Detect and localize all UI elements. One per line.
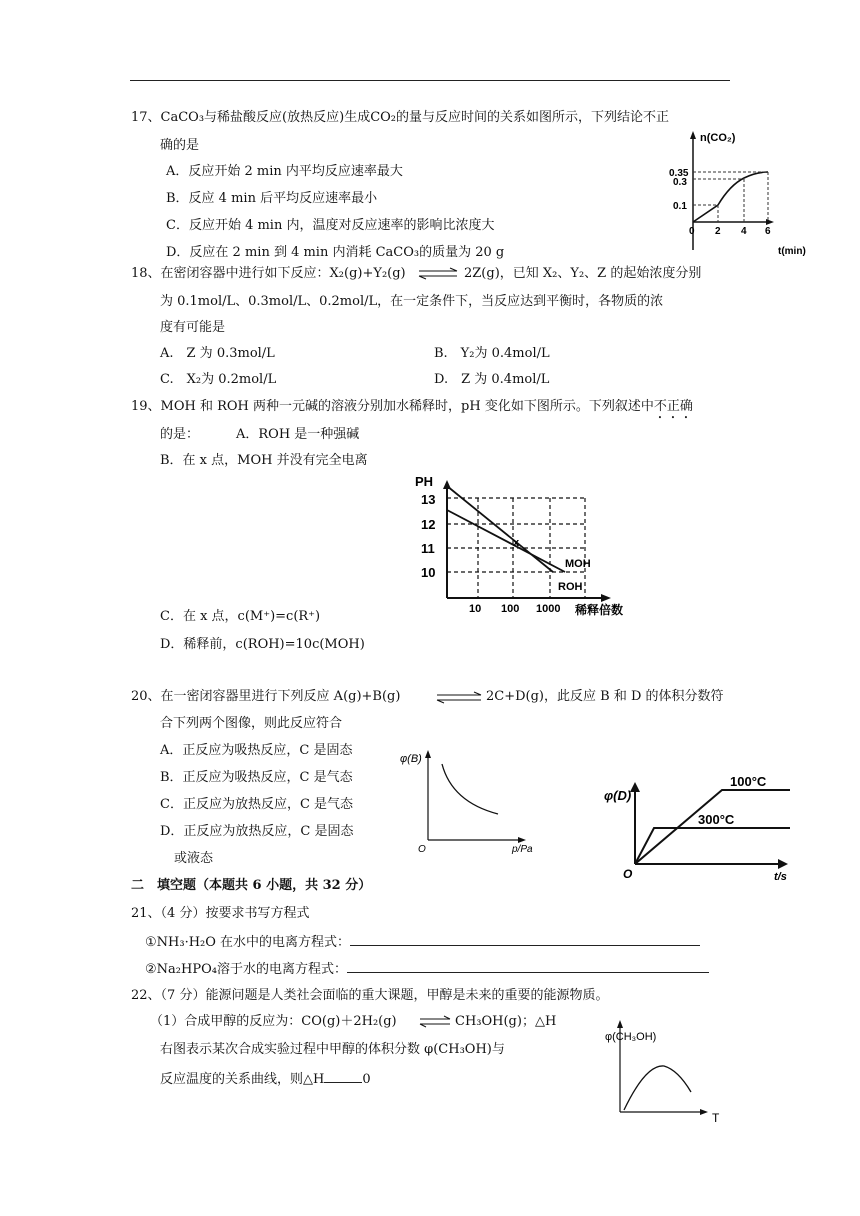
q21-item2 <box>145 960 709 978</box>
q19-graph-ytick-12: 12 <box>421 517 436 532</box>
q20-equilibrium-arrow <box>435 692 485 704</box>
header-rule <box>130 80 730 81</box>
q19-graph-xlabel: 稀释倍数 <box>575 603 624 617</box>
q21-item1-text: ①NH₃·H₂O 在水中的电离方程式： <box>145 935 351 950</box>
q22-graph <box>598 1016 733 1128</box>
q21-answer-blank-2[interactable] <box>347 960 709 973</box>
q19-graph-xtick-10: 10 <box>469 603 482 615</box>
q17-graph-ytick-03: 0.3 <box>673 177 687 188</box>
q22-line3 <box>160 1070 371 1088</box>
q18-line2: 为 0.1mol/L、0.3mol/L、0.2mol/L，在一定条件下，当反应达到平衡时，各物质的浓 <box>160 294 664 309</box>
q19-graph-ytick-10: 10 <box>421 565 436 580</box>
q19-graph-point-x: x <box>513 537 520 549</box>
q18-option-b: B. Y₂为 0.4mol/L <box>434 346 550 361</box>
q17-graph-xtick-2: 2 <box>715 226 721 237</box>
q20-graph-d-ylabel: φ(D) <box>604 788 632 803</box>
q19-option-b: B．在 x 点，MOH 并没有完全电离 <box>160 453 368 468</box>
q18-line3: 度有可能是 <box>160 320 226 335</box>
q20-option-b: B．正反应为吸热反应，C 是气态 <box>160 770 353 785</box>
q17-option-a: A．反应开始 2 min 内平均反应速率最大 <box>166 164 403 179</box>
q20-option-d-cont: 或液态 <box>174 851 214 866</box>
q22-line3-tail: 0 <box>362 1072 371 1087</box>
q20-graph-d-origin: O <box>623 867 633 881</box>
q20-option-a: A．正反应为吸热反应，C 是固态 <box>160 743 353 758</box>
q17-option-c: C．反应开始 4 min 内，温度对反应速率的影响比浓度大 <box>166 218 495 233</box>
q18-option-a: A. Z 为 0.3mol/L <box>160 346 275 361</box>
q19-graph-xtick-100: 100 <box>501 603 520 615</box>
q20-graph-b-origin: O <box>418 844 426 855</box>
q19-graph-ytick-11: 11 <box>421 541 435 556</box>
q20-graph-d-xlabel: t/s <box>774 871 787 883</box>
q21-item1 <box>145 933 700 951</box>
q22-graph-ylabel: φ(CH₃OH) <box>605 1031 657 1043</box>
q17-graph-xtick-6: 6 <box>765 226 771 237</box>
q22-line1-part2: CH₃OH(g)；△H <box>455 1014 557 1029</box>
q22-title: 22、（7 分）能源问题是人类社会面临的重大课题，甲醇是未来的重要的能源物质。 <box>131 988 609 1003</box>
q19-graph-ylabel: PH <box>415 474 434 489</box>
q17-graph-xtick-4: 4 <box>741 226 747 237</box>
q20-line2: 合下列两个图像，则此反应符合 <box>160 716 343 731</box>
q20-graph-b-xlabel: p/Pa <box>512 844 533 855</box>
q19-line2-lead: 的是： <box>160 427 200 442</box>
q19-graph-xtick-1000: 1000 <box>536 603 561 615</box>
q19-line1 <box>131 399 693 422</box>
q17-graph-ytick-035: 0.35 <box>669 168 689 179</box>
q18-equilibrium-arrow <box>417 268 461 280</box>
q22-line3-text: 反应温度的关系曲线，则△H <box>160 1072 325 1087</box>
q19-line1-text: 19、MOH 和 ROH 两种一元碱的溶液分别加水稀释时，pH 变化如下图所示。下列叙述中 <box>131 399 654 414</box>
q18-line1-part2: 2Z(g)，已知 X₂、Y₂、Z 的起始浓度分别 <box>464 266 702 281</box>
q20-graph-b-ylabel: φ(B) <box>400 753 422 765</box>
q22-answer-blank[interactable] <box>324 1070 362 1083</box>
q19-emphasis-not-correct: 不正确 <box>653 399 693 414</box>
q20-option-c: C．正反应为放热反应，C 是气态 <box>160 797 354 812</box>
q19-graph-roh-label: ROH <box>558 581 583 593</box>
q22-equilibrium-arrow <box>418 1016 454 1028</box>
q20-graph-d-label-300c: 300°C <box>698 812 735 827</box>
q22-line1-part1: （1）合成甲醇的反应为：CO(g)＋2H₂(g) <box>150 1014 397 1029</box>
q19-option-d: D．稀释前，c(ROH)=10c(MOH) <box>160 637 365 652</box>
q21-title: 21、（4 分）按要求书写方程式 <box>131 906 310 921</box>
q20-line1-part1: 20、在一密闭容器里进行下列反应 A(g)+B(g) <box>131 689 401 704</box>
q18-option-d: D. Z 为 0.4mol/L <box>434 372 550 387</box>
q20-graph-d <box>602 776 812 886</box>
q17-graph-ytick-01: 0.1 <box>673 201 687 212</box>
q22-line2: 右图表示某次合成实验过程中甲醇的体积分数 φ(CH₃OH)与 <box>160 1042 505 1057</box>
section2-title: 二 填空题（本题共 6 小题，共 32 分） <box>131 878 372 893</box>
q17-graph-xlabel: t(min) <box>778 246 806 257</box>
q18-option-c: C. X₂为 0.2mol/L <box>160 372 277 387</box>
q19-graph-ytick-13: 13 <box>421 492 436 507</box>
q19-option-a: A．ROH 是一种强碱 <box>236 427 360 442</box>
q17-option-d: D．反应在 2 min 到 4 min 内消耗 CaCO₃的质量为 20 g <box>166 245 505 260</box>
q19-option-c: C．在 x 点，c(M⁺)=c(R⁺) <box>160 609 321 624</box>
q17-line2: 确的是 <box>160 138 200 153</box>
q22-graph-xlabel: T <box>712 1111 720 1125</box>
q17-line1: 17、CaCO₃与稀盐酸反应(放热反应)生成CO₂的量与反应时间的关系如图所示，下列结论不正 <box>131 110 670 125</box>
q21-item2-text: ②Na₂HPO₄溶于水的电离方程式： <box>145 962 347 977</box>
q19-graph-moh-label: MOH <box>565 558 591 570</box>
q18-line1-part1: 18、在密闭容器中进行如下反应：X₂(g)+Y₂(g) <box>131 266 406 281</box>
q17-graph-ylabel: n(CO₂) <box>700 132 736 144</box>
q20-graph-d-label-100c: 100°C <box>730 774 767 789</box>
q20-line1-part2: 2C+D(g)，此反应 B 和 D 的体积分数符 <box>486 689 724 704</box>
q19-graph <box>415 476 635 621</box>
q20-option-d: D．正反应为放热反应，C 是固态 <box>160 824 354 839</box>
q17-graph-origin: 0 <box>689 226 695 237</box>
q20-graph-b <box>400 744 545 859</box>
q17-option-b: B．反应 4 min 后平均反应速率最小 <box>166 191 378 206</box>
q17-graph <box>660 128 806 260</box>
q21-answer-blank-1[interactable] <box>350 933 700 946</box>
